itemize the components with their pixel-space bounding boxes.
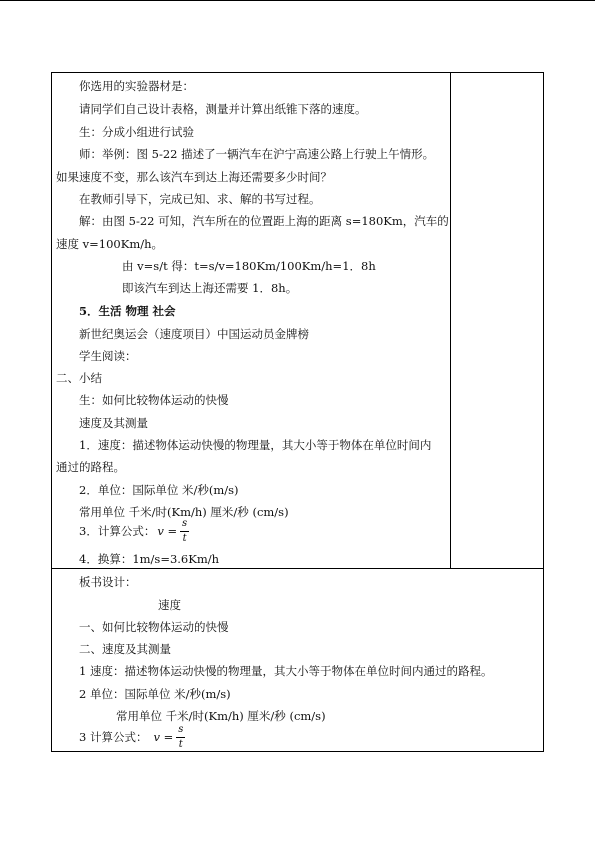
fraction-bar: [180, 531, 189, 532]
board-formula-fraction: [176, 725, 185, 750]
board-line-unit-common: 常用单位 千米/时(Km/h) 厘米/秒 (cm/s): [116, 709, 326, 723]
text-line-formula: [79, 516, 189, 546]
board-fraction-bar: [176, 737, 185, 738]
section-heading-life-physics-society: 5．生活 物理 社会: [79, 304, 176, 318]
board-speed-formula: [153, 725, 185, 750]
text-line-guidance: 在教师引导下，完成已知、求、解的书写过程。: [79, 192, 321, 206]
text-line-unit-common: 常用单位 千米/时(Km/h) 厘米/秒 (cm/s): [79, 505, 289, 519]
board-line-definition: 1 速度：描述物体运动快慢的物理量，其大小等于物体在单位时间内通过的路程。: [79, 664, 493, 678]
text-line-student-reading: 学生阅读：: [79, 349, 137, 363]
text-line-olympics: 新世纪奥运会（速度项目）中国运动员金牌榜: [79, 327, 309, 341]
table-column-divider: [450, 72, 451, 569]
board-formula-numerator: s: [178, 723, 184, 735]
text-line-compare-speed: 生：如何比较物体运动的快慢: [79, 393, 229, 407]
section-heading-summary: 二、小结: [56, 371, 102, 385]
text-line-design-table: 请同学们自己设计表格，测量并计算出纸锥下落的速度。: [79, 102, 367, 116]
board-line-unit-si: 2 单位：国际单位 米/秒(m/s): [79, 687, 231, 701]
page-top-rule: [0, 0, 595, 1]
text-line-solution-speed: 速度 v=100Km/h。: [56, 237, 164, 251]
text-line-solution: 解：由图 5-22 可知，汽车所在的位置距上海的距离 s=180Km，汽车的: [79, 214, 449, 228]
board-line-compare: 一、如何比较物体运动的快慢: [79, 620, 229, 634]
text-line-answer: 即该汽车到达上海还需要 1．8h。: [122, 281, 298, 295]
board-formula-lhs: v =: [153, 730, 174, 744]
board-formula-denominator: t: [178, 738, 183, 750]
formula-numerator: s: [182, 517, 188, 529]
text-line-teacher-example: 师：举例：图 5-22 描述了一辆汽车在沪宁高速公路上行驶上午情形。: [79, 147, 435, 161]
board-line-formula: [79, 722, 185, 752]
board-formula-label: 3 计算公式：: [79, 730, 148, 744]
board-design-heading: 板书设计：: [79, 575, 137, 589]
text-line-student-groups: 生：分成小组进行试验: [79, 125, 194, 139]
text-line-question: 如果速度不变，那么该汽车到达上海还需要多少时间？: [56, 170, 332, 184]
text-line-calculation: 由 v=s/t 得：t=s/v=180Km/100Km/h=1．8h: [122, 259, 376, 273]
board-line-measure: 二、速度及其测量: [79, 642, 171, 656]
formula-denominator: t: [182, 532, 187, 544]
board-title-speed: 速度: [158, 598, 181, 612]
text-line-speed-measure: 速度及其测量: [79, 416, 148, 430]
text-line-unit-si: 2．单位：国际单位 米/秒(m/s): [79, 483, 239, 497]
text-line-speed-definition-cont: 通过的路程。: [56, 460, 125, 474]
formula-lhs: v =: [157, 524, 178, 538]
speed-formula: [157, 519, 189, 544]
formula-label: 3．计算公式：: [79, 524, 156, 538]
text-line-conversion: 4．换算：1m/s=3.6Km/h: [79, 552, 220, 566]
text-line-speed-definition: 1．速度：描述物体运动快慢的物理量，其大小等于物体在单位时间内: [79, 438, 432, 452]
formula-fraction: [180, 519, 189, 544]
text-line-materials: 你选用的实验器材是：: [79, 79, 194, 93]
